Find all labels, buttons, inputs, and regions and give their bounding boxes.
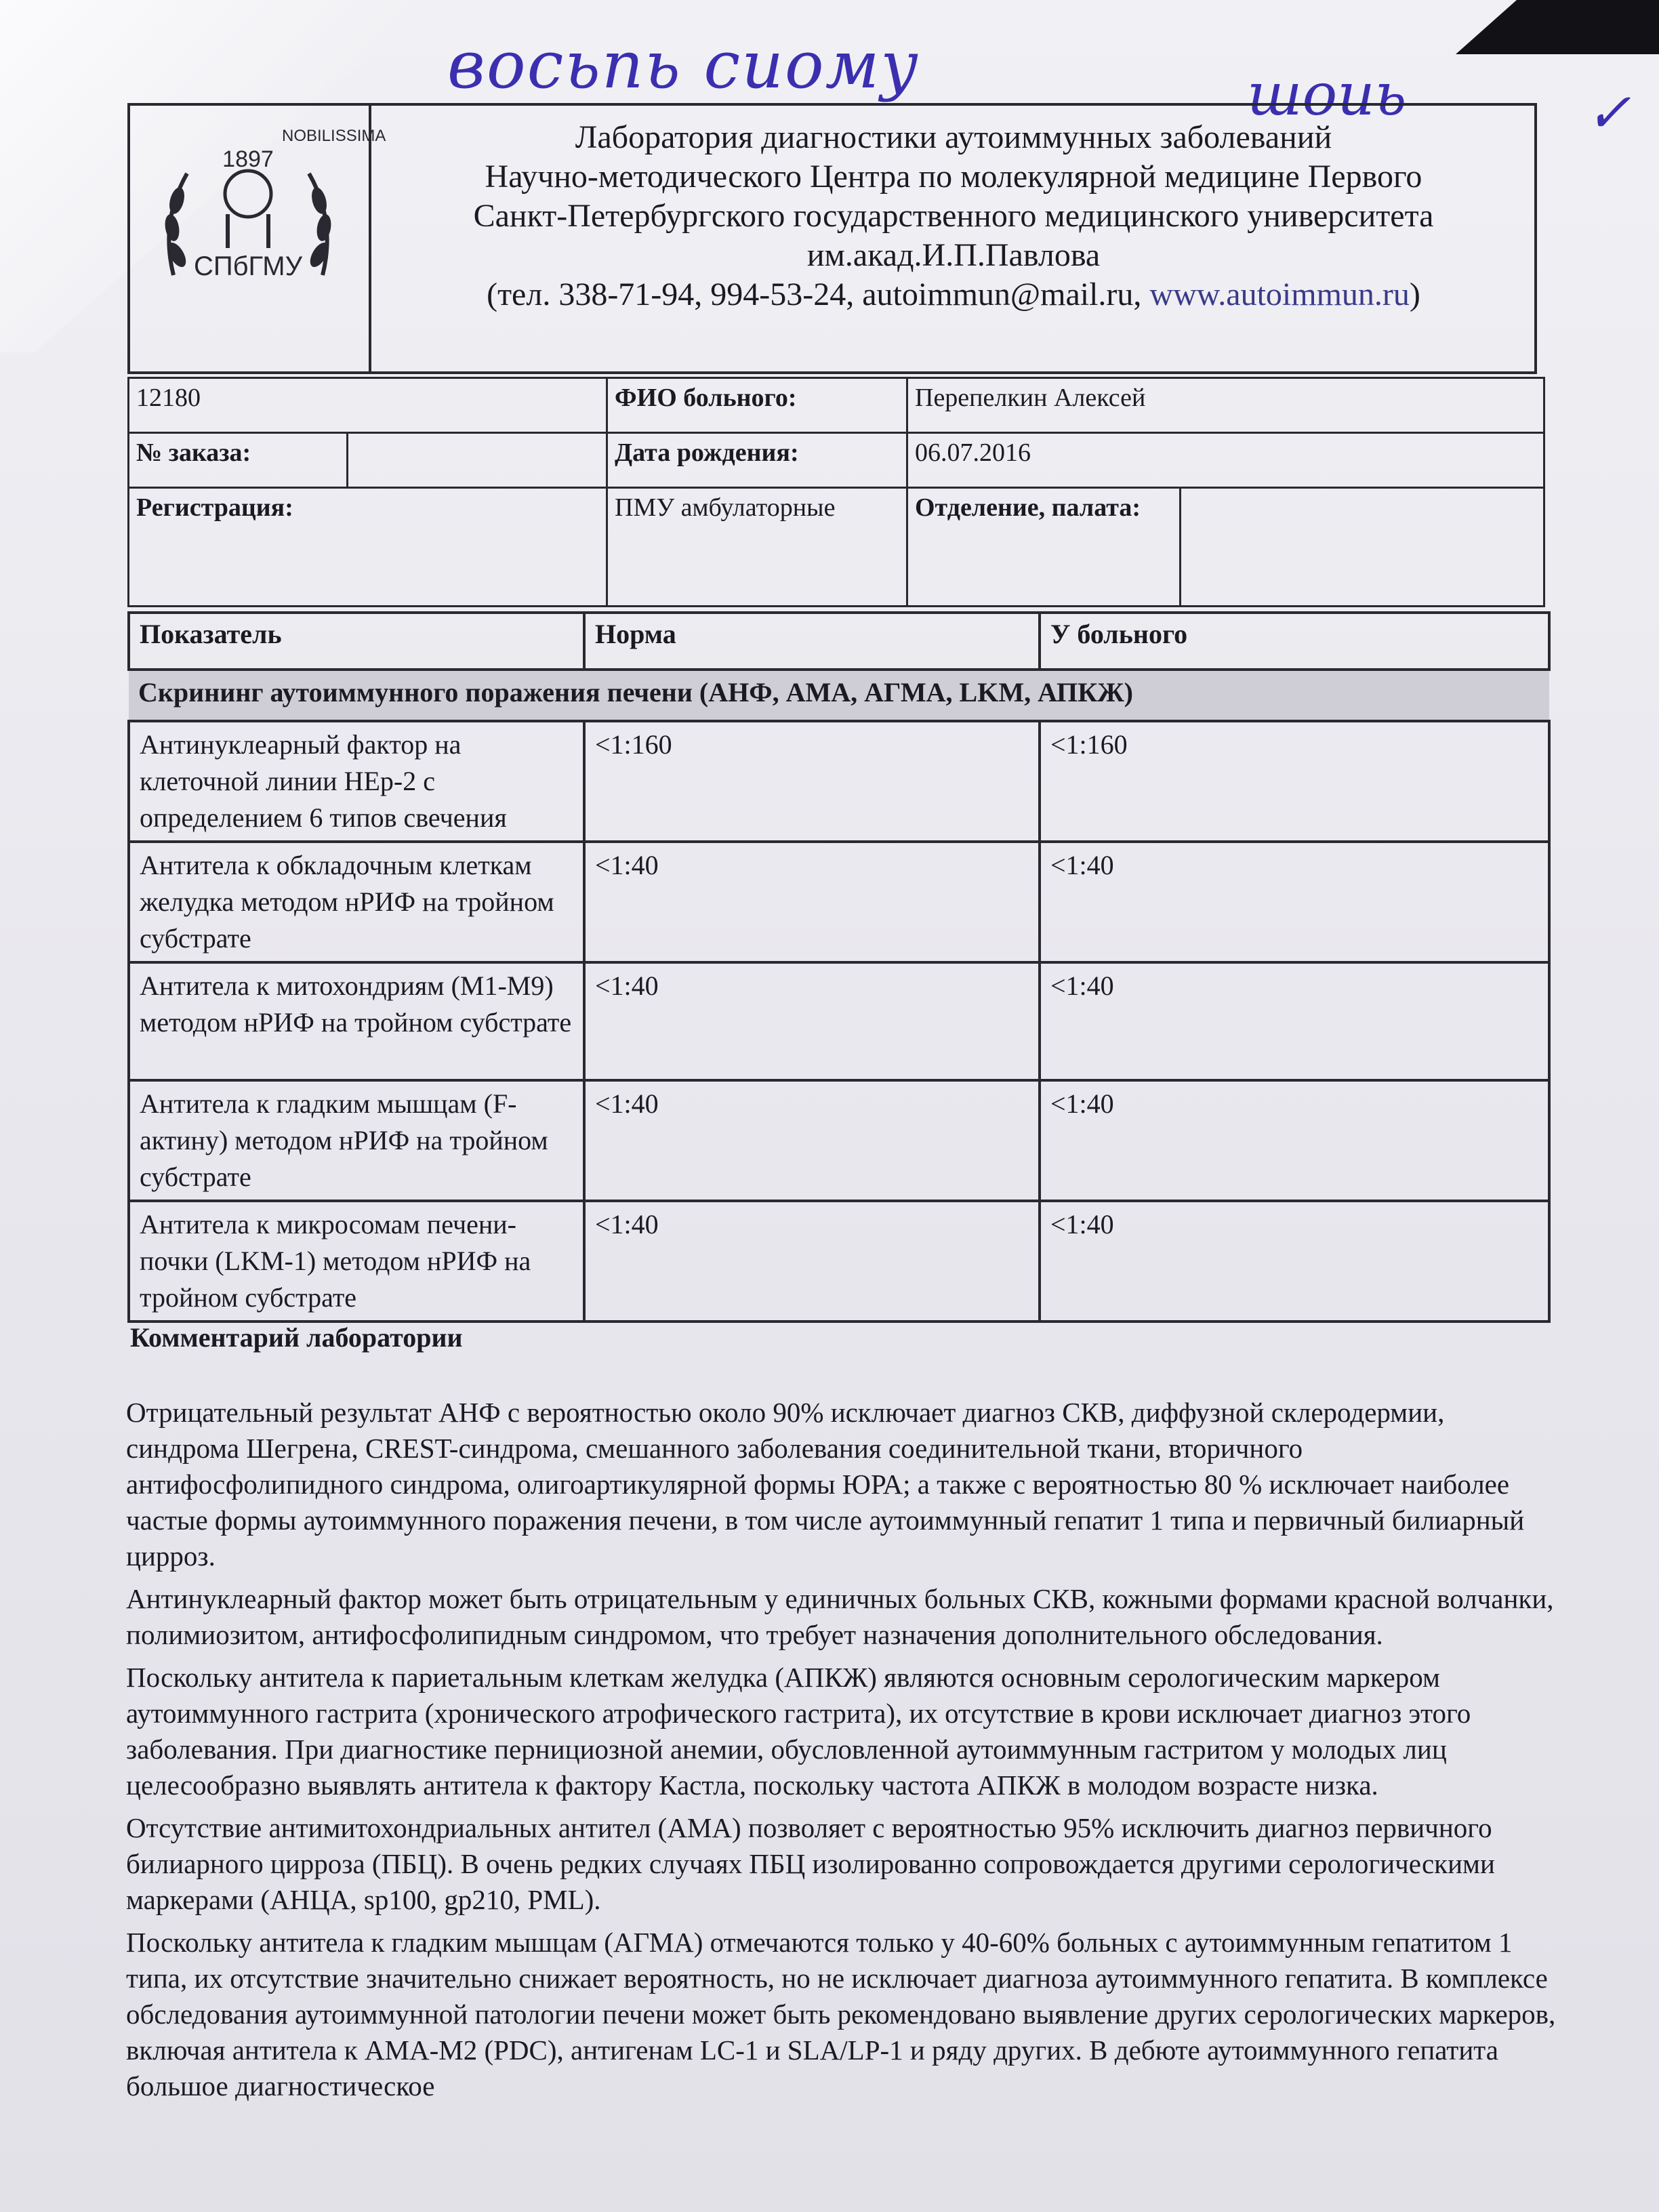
header-contacts bbox=[374, 275, 1533, 314]
birth-date-label: Дата рождения: bbox=[607, 433, 907, 488]
logo-motto: NOBILISSIMA bbox=[282, 127, 386, 145]
contacts-text: (тел. 338-71-94, 994-53-24, autoimmun@mail.ru, bbox=[487, 276, 1150, 312]
lab-comment-body bbox=[126, 1395, 1556, 2111]
registration-label: Регистрация: bbox=[129, 488, 607, 607]
registration-value: ПМУ амбулаторные bbox=[607, 488, 907, 607]
order-number-value bbox=[348, 433, 607, 488]
table-row bbox=[129, 962, 1549, 1080]
header-line-4: им.акад.И.П.Павлова bbox=[806, 237, 1101, 273]
norm-value: <1:40 bbox=[584, 1201, 1040, 1322]
department-label: Отделение, палата: bbox=[907, 488, 1181, 607]
section-title: Скрининг аутоиммунного поражения печени (АНФ, АМА, АГМА, LKM, АПКЖ) bbox=[129, 670, 1549, 721]
logo-abbreviation: СПбГМУ bbox=[193, 251, 303, 281]
request-number: 12180 bbox=[129, 378, 607, 433]
header-line-3: Санкт-Петербургского государственного медицинского университета bbox=[473, 198, 1434, 234]
logo-cell bbox=[130, 106, 386, 371]
patient-value: <1:40 bbox=[1040, 962, 1549, 1080]
department-value bbox=[1181, 488, 1544, 607]
indicator-name: Антитела к гладким мышцам (F-актину) методом нРИФ на тройном субстрате bbox=[129, 1080, 584, 1201]
indicator-name: Антитела к обкладочным клеткам желудка методом нРИФ на тройном субстрате bbox=[129, 842, 584, 962]
indicator-name: Антитела к микросомам печени-почки (LKM-1) методом нРИФ на тройном субстрате bbox=[129, 1201, 584, 1322]
contacts-suffix: ) bbox=[1409, 276, 1420, 312]
column-header-patient: У больного bbox=[1040, 613, 1549, 670]
patient-name-value: Перепелкин Алексей bbox=[907, 378, 1544, 433]
handwritten-note-left: восьпь сиому bbox=[447, 27, 920, 103]
indicator-name: Антитела к митохондриям (M1-M9) методом нРИФ на тройном субстрате bbox=[129, 962, 584, 1080]
header-line-1: Лаборатория диагностики аутоиммунных заболеваний bbox=[575, 119, 1332, 155]
handwritten-note-right: шоиь bbox=[1247, 61, 1407, 129]
column-header-norm: Норма bbox=[584, 613, 1040, 670]
patient-value: <1:160 bbox=[1040, 721, 1549, 842]
norm-value: <1:160 bbox=[584, 721, 1040, 842]
norm-value: <1:40 bbox=[584, 1080, 1040, 1201]
comment-paragraph: Отрицательный результат АНФ с вероятностью около 90% исключает диагноз СКВ, диффузной склеродермии, синдрома Шегрена, CREST-синдрома, смешанного заболевания соединительной ткани, вторичного антифосфолипидного синдрома, олигоартикулярной формы ЮРА; а также с вероятностью 80 % исключает наиболее частые формы аутоиммунного поражения печени, в том числе аутоиммунный гепатит 1 типа и первичный билиарный цирроз. bbox=[126, 1397, 1525, 1572]
birth-date-value: 06.07.2016 bbox=[907, 433, 1544, 488]
results-table bbox=[127, 611, 1551, 1323]
table-row bbox=[129, 1080, 1549, 1201]
patient-value: <1:40 bbox=[1040, 1201, 1549, 1322]
comment-paragraph: Поскольку антитела к гладким мышцам (АГМА) отмечаются только у 40-60% больных с аутоиммунным гепатитом 1 типа, их отсутствие значительно снижает вероятность, но не исключает диагноза аутоиммунного гепатита. В комплексе обследования аутоиммунной патологии печени может быть рекомендовано выявление других серологических маркеров, включая антитела к АМА-М2 (PDC), антигенам LC-1 и SLA/LP-1 и ряду других. В дебюте аутоиммунного гепатита большое диагностическое bbox=[126, 1927, 1556, 2102]
indicator-name: Антинуклеарный фактор на клеточной линии НЕр-2 с определением 6 типов свечения bbox=[129, 721, 584, 842]
lab-header-text bbox=[374, 118, 1533, 314]
column-header-indicator: Показатель bbox=[129, 613, 584, 670]
table-row bbox=[129, 1201, 1549, 1322]
table-row bbox=[129, 842, 1549, 962]
norm-value: <1:40 bbox=[584, 962, 1040, 1080]
patient-value: <1:40 bbox=[1040, 842, 1549, 962]
patient-name-label: ФИО больного: bbox=[607, 378, 907, 433]
comment-paragraph: Отсутствие антимитохондриальных антител (АМА) позволяет с вероятностью 95% исключить диагноз первичного билиарного цирроза (ПБЦ). В очень редких случаях ПБЦ изолированно сопровождается другими серологическими маркерами (АНЦА, sp100, gp210, PML). bbox=[126, 1812, 1495, 1915]
patient-value: <1:40 bbox=[1040, 1080, 1549, 1201]
logo-year: 1897 bbox=[222, 146, 274, 172]
results-section-header bbox=[129, 670, 1549, 721]
header-line-2: Научно-методического Центра по молекулярной медицине Первого bbox=[485, 159, 1422, 194]
website-link[interactable]: www.autoimmun.ru bbox=[1149, 276, 1410, 312]
comment-paragraph: Антинуклеарный фактор может быть отрицательным у единичных больных СКВ, кожными формами красной волчанки, полимиозитом, антифосфолипидным синдромом, что требует назначения дополнительного обследования. bbox=[126, 1583, 1554, 1650]
comment-title: Комментарий лаборатории bbox=[130, 1322, 463, 1353]
lab-header-box bbox=[127, 103, 1537, 374]
patient-info-table bbox=[127, 377, 1545, 607]
university-seal-logo bbox=[146, 119, 386, 323]
norm-value: <1:40 bbox=[584, 842, 1040, 962]
results-header-row bbox=[129, 613, 1549, 670]
handwritten-checkmark: ✓ bbox=[1586, 81, 1632, 144]
comment-paragraph: Поскольку антитела к париетальным клеткам желудка (АПКЖ) являются основным серологическим маркером аутоиммунного гастрита (хронического атрофического гастрита), их отсутствие в крови исключает диагноз этого заболевания. При диагностике пернициозной анемии, обусловленной аутоиммунным гастритом у молодых лиц целесообразно выявлять антитела к фактору Кастла, поскольку частота АПКЖ в молодом возрасте низка. bbox=[126, 1662, 1471, 1801]
table-row bbox=[129, 721, 1549, 842]
order-number-label: № заказа: bbox=[129, 433, 348, 488]
